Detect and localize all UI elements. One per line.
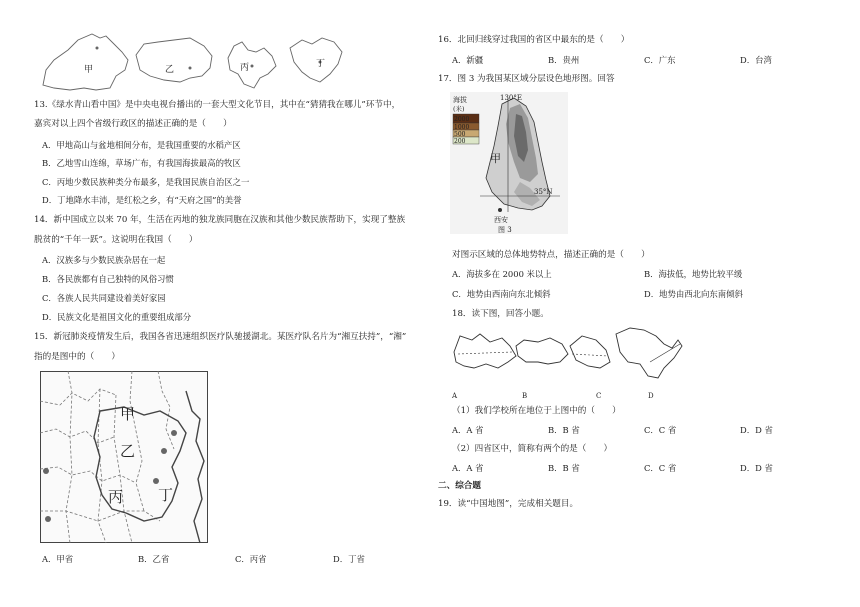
q17-option-a[interactable]: A．海拔多在 2000 米以上 xyxy=(452,269,552,279)
q15-stem-line1: 15．新冠肺炎疫情发生后，我国各省迅速组织医疗队驰援湖北。某医疗队名片为“湘互扶持”，“湘” xyxy=(34,332,407,342)
city-label: 西安 xyxy=(494,216,508,224)
province-c-outline xyxy=(570,336,610,368)
q14-option-b[interactable]: B．各民族都有自己独特的风俗习惯 xyxy=(42,274,174,284)
q17-option-c[interactable]: C．地势由西南向东北倾斜 xyxy=(452,289,551,299)
q13-option-c[interactable]: C．丙地少数民族种类分布最多，是我国民族自治区之一 xyxy=(42,177,250,187)
map-label-c: C xyxy=(596,392,602,400)
q15-option-b[interactable]: B．乙省 xyxy=(138,554,170,564)
q14-stem-line2: 脱贫的“千年一跃”。这说明在我国（ ） xyxy=(34,235,198,245)
map-label-yi: 乙 xyxy=(165,65,175,75)
q15-hunan-region-map xyxy=(40,371,208,543)
legend-label-200: 200 xyxy=(454,138,466,145)
q15-option-c[interactable]: C．丙省 xyxy=(235,554,267,564)
figure-caption: 图 3 xyxy=(498,226,512,234)
longitude-label: 130°E xyxy=(500,94,522,102)
latitude-label: 35°N xyxy=(534,188,553,196)
q15-stem-line2: 指的是图中的（ ） xyxy=(34,352,120,362)
q17-stem: 17．图 3 为我国某区域分层设色地形图。回答 xyxy=(438,74,615,84)
q18-sub1-option-c[interactable]: C．C 省 xyxy=(644,425,677,435)
q17-topographic-map xyxy=(450,92,568,234)
map-label-d: D xyxy=(648,392,654,400)
province-a-outline xyxy=(454,334,516,368)
q14-option-c[interactable]: C．各族人民共同建设着美好家园 xyxy=(42,293,166,303)
map-label-jia: 甲 xyxy=(120,405,136,423)
q13-stem-line2: 嘉宾对以上四个省级行政区的描述正确的是（ ） xyxy=(34,119,232,129)
q18-sub1-option-d[interactable]: D．D 省 xyxy=(740,425,773,435)
q13-option-b[interactable]: B．乙地雪山连绵，草场广布，有我国海拔最高的牧区 xyxy=(42,158,241,168)
capital-dot xyxy=(189,67,192,70)
q18-province-shapes xyxy=(450,322,690,402)
q16-option-c[interactable]: C．广东 xyxy=(644,55,676,65)
capital-dot xyxy=(45,516,51,522)
q18-stem: 18．读下图，回答小题。 xyxy=(452,309,549,319)
q18-sub1-option-b[interactable]: B．B 省 xyxy=(548,425,580,435)
q14-option-d[interactable]: D．民族文化是祖国文化的重要组成部分 xyxy=(42,312,192,322)
q16-stem: 16．北回归线穿过我国的省区中最东的是（ ） xyxy=(438,35,630,45)
q19-stem: 19．读“中国地图”，完成相关题目。 xyxy=(438,499,579,509)
map-label-ding: 丁 xyxy=(158,486,174,504)
q16-option-a[interactable]: A．新疆 xyxy=(452,55,484,65)
capital-dot xyxy=(153,478,159,484)
legend-label-500: 500 xyxy=(454,131,466,138)
q18-sub2-option-d[interactable]: D．D 省 xyxy=(740,463,773,473)
capital-dot xyxy=(171,430,177,436)
map-label-bing: 丙 xyxy=(240,63,250,73)
section-title: 二、综合题 xyxy=(438,481,481,491)
q17-option-d[interactable]: D．地势由西北向东南倾斜 xyxy=(644,289,743,299)
map-label-b: B xyxy=(522,392,528,400)
q17-question: 对图示区域的总体地势特点，描述正确的是（ ） xyxy=(452,250,650,260)
q13-stem-line1: 13.《绿水青山看中国》是中央电视台播出的一套大型文化节目，其中在“猜猜我在哪儿”环节中， xyxy=(34,100,401,110)
q18-sub2: （2）四省区中，简称有两个的是（ ） xyxy=(452,444,613,454)
map-label-bing: 丙 xyxy=(108,488,124,506)
province-b-outline xyxy=(516,338,568,364)
q13-option-a[interactable]: A．甲地高山与盆地相间分布，是我国重要的水稻产区 xyxy=(42,140,241,150)
capital-dot xyxy=(251,65,254,68)
q16-option-b[interactable]: B．贵州 xyxy=(548,55,580,65)
region-label-jia: 甲 xyxy=(490,152,501,165)
legend-label-1000: 1000 xyxy=(454,124,470,131)
capital-dot xyxy=(43,468,49,474)
q14-option-a[interactable]: A．汉族多与少数民族杂居在一起 xyxy=(42,255,166,265)
q13-option-d[interactable]: D．丁地降水丰沛，是红松之乡，有“天府之国”的美誉 xyxy=(42,195,242,205)
province-outline-maps xyxy=(40,30,370,92)
q15-option-a[interactable]: A．甲省 xyxy=(42,554,74,564)
q15-option-d[interactable]: D．丁省 xyxy=(333,554,365,564)
map-label-ding: 丁 xyxy=(316,59,326,69)
q18-sub1: （1）我们学校所在地位于上图中的（ ） xyxy=(452,406,621,416)
q16-option-d[interactable]: D．台湾 xyxy=(740,55,772,65)
province-jia-outline xyxy=(43,34,128,90)
province-d-outline xyxy=(616,328,682,378)
q18-sub2-option-b[interactable]: B．B 省 xyxy=(548,463,580,473)
q18-sub2-option-c[interactable]: C．C 省 xyxy=(644,463,677,473)
map-label-yi: 乙 xyxy=(120,442,136,460)
capital-dot xyxy=(161,448,167,454)
province-yi-outline xyxy=(136,38,212,82)
legend-title: 海拔 xyxy=(453,96,467,104)
legend-label-2000: 2000 xyxy=(454,116,470,123)
map-label-a: A xyxy=(452,392,458,400)
map-label-jia: 甲 xyxy=(84,65,94,75)
q14-stem-line1: 14．新中国成立以来 70 年，生活在丙地的独龙族同胞在汉族和其他少数民族帮助下，实现了整族 xyxy=(34,215,406,225)
city-dot xyxy=(498,208,502,212)
capital-dot xyxy=(96,47,99,50)
q18-sub2-option-a[interactable]: A．A 省 xyxy=(452,463,484,473)
q18-sub1-option-a[interactable]: A．A 省 xyxy=(452,425,484,435)
legend-unit: (米) xyxy=(453,105,465,113)
q17-option-b[interactable]: B．海拔低，地势比较平缓 xyxy=(644,269,743,279)
